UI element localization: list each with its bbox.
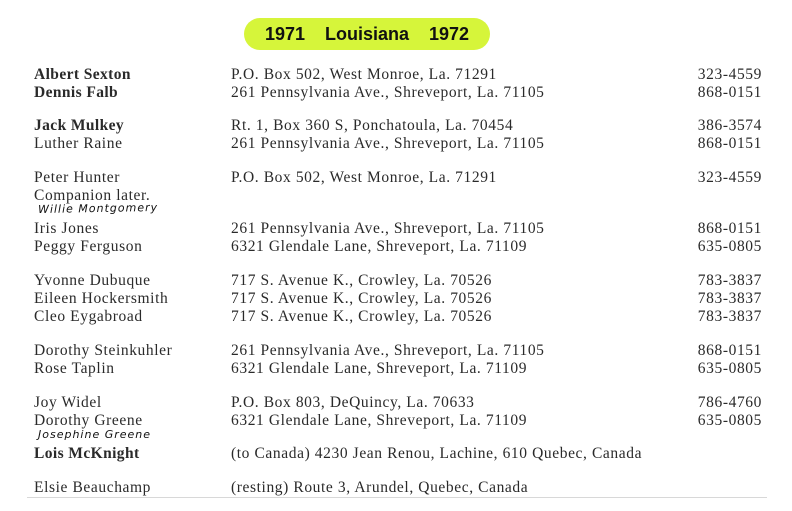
entry-address: 717 S. Avenue K., Crowley, La. 70526 [231,290,492,307]
entry-name: Iris Jones [34,220,99,237]
list-item [0,238,792,257]
entry-name: Yvonne Dubuque [34,272,151,289]
list-item [0,445,792,464]
page-edge-divider [27,497,767,498]
entry-name: Dorothy Greene [34,412,143,429]
entry-name: Dorothy Steinkuhler [34,342,173,359]
entry-address: 717 S. Avenue K., Crowley, La. 70526 [231,308,492,325]
entry-name: Jack Mulkey [34,117,125,134]
list-item [0,360,792,379]
entry-phone: 868-0151 [697,84,762,101]
entry-name: Joy Widel [34,394,102,411]
entry-name: Eileen Hockersmith [34,290,169,307]
entry-name: Companion later. [34,187,151,204]
entry-phone: 783-3837 [697,272,762,289]
entry-phone: 783-3837 [697,290,762,307]
entry-name: Dennis Falb [34,84,119,101]
list-item [0,220,792,239]
entry-address: 261 Pennsylvania Ave., Shreveport, La. 71105 [231,342,545,359]
list-item [0,394,792,413]
list-item [0,290,792,309]
entry-address: 6321 Glendale Lane, Shreveport, La. 71109 [231,238,528,255]
entry-address: 261 Pennsylvania Ave., Shreveport, La. 71105 [231,84,545,101]
entry-phone: 635-0805 [697,238,762,255]
entry-name: Peter Hunter [34,169,120,186]
entry-address: Rt. 1, Box 360 S, Ponchatoula, La. 70454 [231,117,514,134]
entry-address: P.O. Box 803, DeQuincy, La. 70633 [231,394,475,411]
list-item [0,342,792,361]
entry-name: Albert Sexton [34,66,131,83]
entry-phone: 323-4559 [697,66,762,83]
list-item [0,117,792,136]
entry-phone: 635-0805 [697,360,762,377]
list-item [0,169,792,188]
entry-name: Rose Taplin [34,360,115,377]
entry-address: 261 Pennsylvania Ave., Shreveport, La. 71105 [231,220,545,237]
entry-phone: 786-4760 [697,394,762,411]
entry-phone: 783-3837 [697,308,762,325]
entry-name: Luther Raine [34,135,123,152]
list-item [0,479,792,498]
entry-address: 261 Pennsylvania Ave., Shreveport, La. 71105 [231,135,545,152]
entry-address: 717 S. Avenue K., Crowley, La. 70526 [231,272,492,289]
handwritten-note: Josephine Greene [38,428,152,441]
page-title: 1971 Louisiana 1972 [244,18,490,50]
entry-address: P.O. Box 502, West Monroe, La. 71291 [231,66,497,83]
entry-phone: 868-0151 [697,135,762,152]
entry-phone: 323-4559 [697,169,762,186]
entry-name: Elsie Beauchamp [34,479,152,496]
entry-address: 6321 Glendale Lane, Shreveport, La. 71109 [231,412,528,429]
entry-name: Peggy Ferguson [34,238,143,255]
entry-name: Cleo Eygabroad [34,308,143,325]
handwritten-note: Willie Montgomery [37,200,159,217]
entry-address: (resting) Route 3, Arundel, Quebec, Canada [231,479,529,496]
list-item [0,135,792,154]
entry-phone: 868-0151 [697,220,762,237]
list-item [0,272,792,291]
list-item [0,84,792,103]
list-item [0,308,792,327]
entry-phone: 386-3574 [697,117,762,134]
entry-address: (to Canada) 4230 Jean Renou, Lachine, 610 Quebec, Canada [231,445,643,462]
entry-address: 6321 Glendale Lane, Shreveport, La. 71109 [231,360,528,377]
entry-phone: 868-0151 [697,342,762,359]
list-item [0,66,792,85]
entry-phone: 635-0805 [697,412,762,429]
entry-name: Lois McKnight [34,445,140,462]
entry-address: P.O. Box 502, West Monroe, La. 71291 [231,169,497,186]
